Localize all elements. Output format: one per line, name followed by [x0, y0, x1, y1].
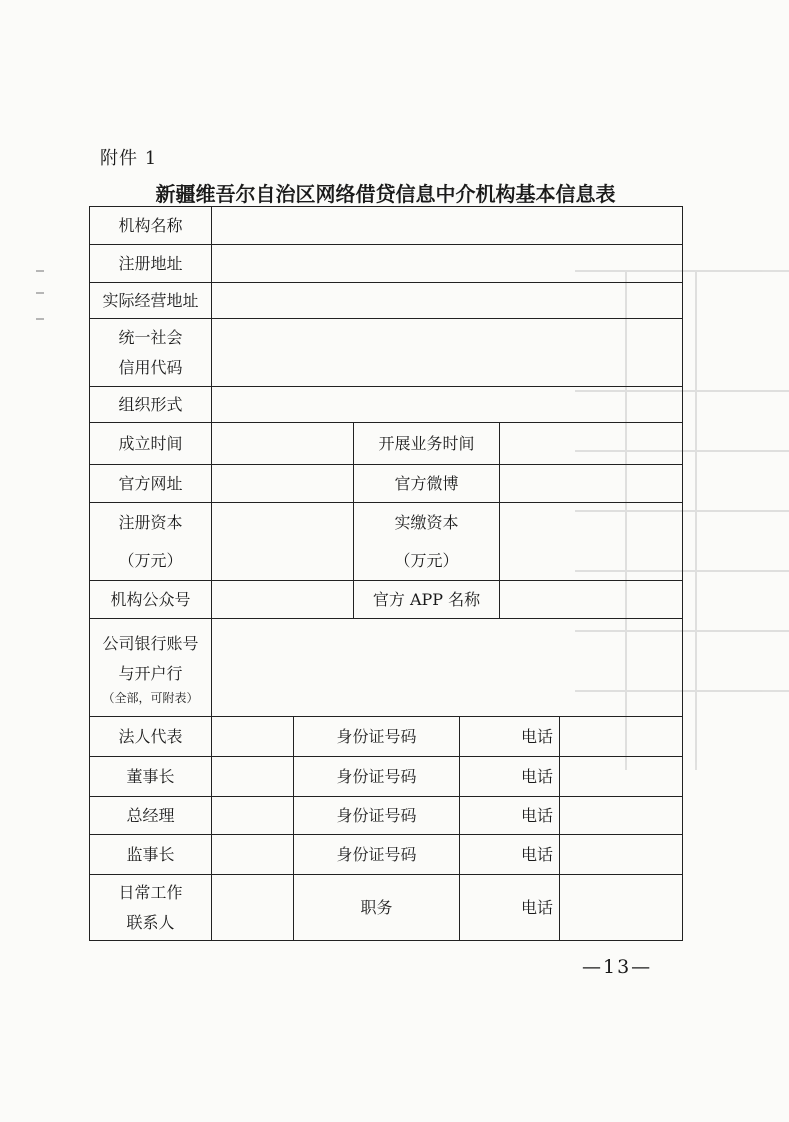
daily-contact-phone-label: 电话	[520, 897, 553, 917]
binding-mark	[36, 292, 44, 294]
chairman-phone-value[interactable]	[560, 757, 683, 797]
supervisor-value[interactable]	[212, 835, 294, 875]
weibo-label: 官方微博	[354, 465, 500, 503]
attachment-label: 附件 1	[100, 148, 158, 169]
position-label: 职务	[294, 875, 460, 941]
actual-address-label: 实际经营地址	[90, 283, 212, 319]
supervisor-phone-label: 电话	[520, 844, 553, 864]
bank-account-label: 公司银行账号 与开户行 （全部，可附表）	[90, 619, 212, 717]
page-number: —13—	[582, 956, 653, 978]
paid-capital-label: 实缴资本 （万元）	[354, 503, 500, 581]
org-name-value[interactable]	[212, 207, 683, 245]
gm-label: 总经理	[90, 797, 212, 835]
reg-address-label: 注册地址	[90, 245, 212, 283]
app-name-value[interactable]	[500, 581, 683, 619]
website-value[interactable]	[212, 465, 354, 503]
website-label: 官方网址	[90, 465, 212, 503]
public-account-label: 机构公众号	[90, 581, 212, 619]
reg-capital-label: 注册资本 （万元）	[90, 503, 212, 581]
reg-address-value[interactable]	[212, 245, 683, 283]
gm-phone-value[interactable]	[560, 797, 683, 835]
legal-rep-id-label: 身份证号码	[294, 717, 460, 757]
org-name-label: 机构名称	[90, 207, 212, 245]
chairman-id-label: 身份证号码	[294, 757, 460, 797]
binding-mark	[36, 270, 44, 272]
founded-value[interactable]	[212, 423, 354, 465]
legal-rep-phone-value[interactable]	[560, 717, 683, 757]
chairman-phone-label: 电话	[520, 766, 553, 786]
supervisor-id-label: 身份证号码	[294, 835, 460, 875]
paid-capital-value[interactable]	[500, 503, 683, 581]
business-start-value[interactable]	[500, 423, 683, 465]
founded-label: 成立时间	[90, 423, 212, 465]
actual-address-value[interactable]	[212, 283, 683, 319]
gm-id-value	[460, 797, 560, 835]
daily-contact-phone-value[interactable]	[560, 875, 683, 941]
chairman-value[interactable]	[212, 757, 294, 797]
legal-rep-phone-label: 电话	[520, 726, 553, 746]
form-title: 新疆维吾尔自治区网络借贷信息中介机构基本信息表	[155, 182, 616, 206]
supervisor-phone-value[interactable]	[560, 835, 683, 875]
daily-contact-value[interactable]	[212, 875, 294, 941]
business-start-label: 开展业务时间	[354, 423, 500, 465]
public-account-value[interactable]	[212, 581, 354, 619]
supervisor-label: 监事长	[90, 835, 212, 875]
chairman-label: 董事长	[90, 757, 212, 797]
supervisor-id-value	[460, 835, 560, 875]
org-form-label: 组织形式	[90, 387, 212, 423]
legal-rep-label: 法人代表	[90, 717, 212, 757]
gm-value[interactable]	[212, 797, 294, 835]
gm-id-label: 身份证号码	[294, 797, 460, 835]
info-form-table	[89, 206, 683, 941]
binding-mark	[36, 318, 44, 320]
app-name-label: 官方 APP 名称	[354, 581, 500, 619]
reg-capital-value[interactable]	[212, 503, 354, 581]
bank-account-value[interactable]	[212, 619, 683, 717]
chairman-id-value	[460, 757, 560, 797]
legal-rep-id-value	[460, 717, 560, 757]
daily-contact-label: 日常工作 联系人	[90, 875, 212, 941]
credit-code-label: 统一社会 信用代码	[90, 319, 212, 387]
org-form-value[interactable]	[212, 387, 683, 423]
position-value	[460, 875, 560, 941]
gm-phone-label: 电话	[520, 805, 553, 825]
weibo-value[interactable]	[500, 465, 683, 503]
legal-rep-value[interactable]	[212, 717, 294, 757]
credit-code-value[interactable]	[212, 319, 683, 387]
